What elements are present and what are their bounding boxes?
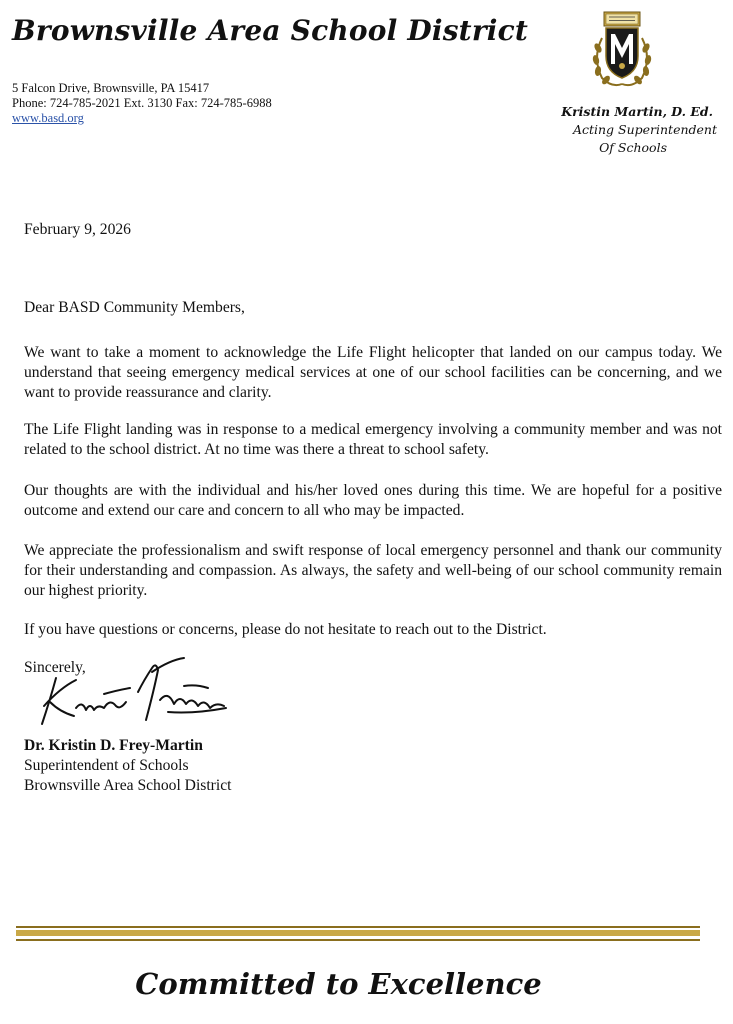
contact-info — [12, 81, 272, 126]
superintendent-name: Kristin Martin, D. Ed. — [561, 104, 713, 119]
closing: Sincerely, — [24, 659, 86, 676]
paragraph-2: The Life Flight landing was in response to a medical emergency involving a community member and was not related to the school district. At no time was there a threat to school safety. — [24, 421, 722, 458]
letter-date: February 9, 2026 — [24, 221, 131, 238]
signature-block — [24, 736, 722, 796]
paragraph-4: We appreciate the professionalism and swift response of local emergency personnel and thank our community for their understanding and compassion. As always, the safety and well-being of our school community remain our highest priority. — [24, 542, 722, 599]
signer-org: Brownsville Area School District — [24, 777, 232, 794]
footer-motto: Committed to Excellence — [135, 967, 542, 1001]
address: 5 Falcon Drive, Brownsville, PA 15417 — [12, 81, 210, 95]
superintendent-title-line2: Of Schools — [599, 140, 667, 155]
salutation: Dear BASD Community Members, — [24, 299, 245, 316]
phone-fax: Phone: 724-785-2021 Ext. 3130 Fax: 724-785-6988 — [12, 96, 272, 110]
handwritten-signature — [34, 654, 230, 730]
superintendent-block — [561, 103, 717, 157]
footer-rule-gold — [16, 930, 700, 936]
signer-name: Dr. Kristin D. Frey-Martin — [24, 737, 203, 754]
paragraph-1: We want to take a moment to acknowledge the Life Flight helicopter that landed on our campus today. We understand that seeing emergency medical services at one of our school facilities can be concerning, and we want to provide reassurance and clarity. — [24, 344, 722, 401]
website-link[interactable]: www.basd.org — [12, 111, 84, 125]
signer-title: Superintendent of Schools — [24, 757, 189, 774]
district-crest-icon — [588, 8, 656, 90]
district-name-heading: Brownsville Area School District — [12, 14, 528, 47]
paragraph-3: Our thoughts are with the individual and his/her loved ones during this time. We are hopeful for a positive outcome and extend our care and concern to all who may be impacted. — [24, 482, 722, 519]
footer-rule-bottom — [16, 939, 700, 941]
footer-rule-top — [16, 926, 700, 928]
paragraph-5: If you have questions or concerns, please do not hesitate to reach out to the District. — [24, 621, 547, 638]
superintendent-title-line1: Acting Superintendent — [572, 122, 717, 137]
